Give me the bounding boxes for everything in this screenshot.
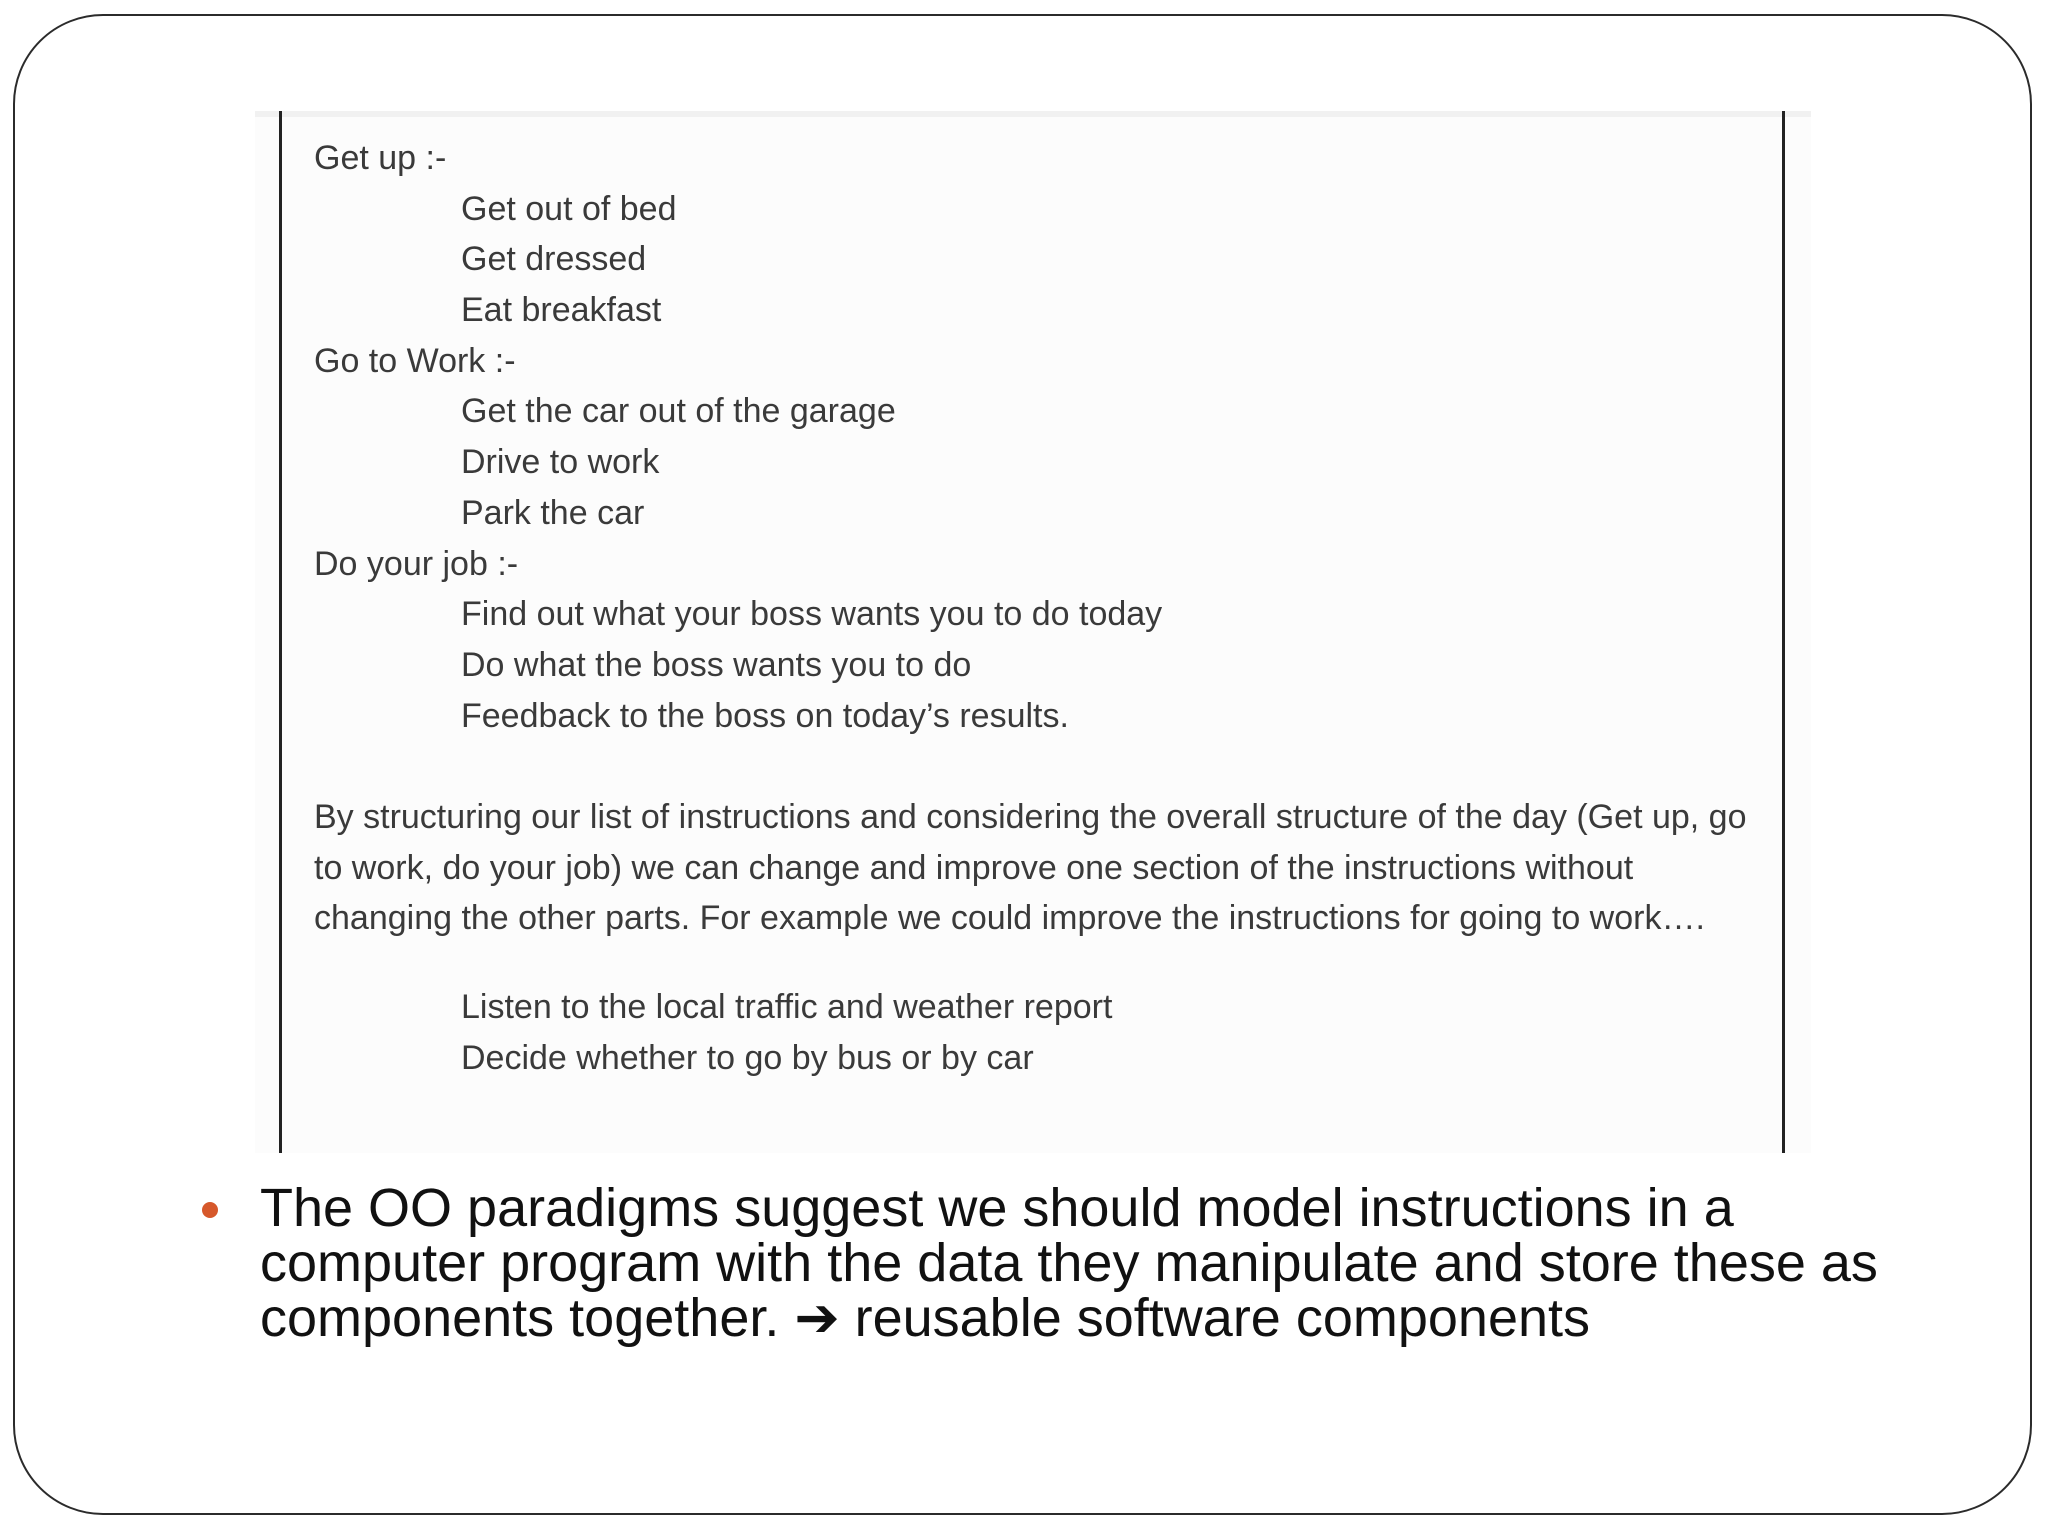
bullet-text: The OO paradigms suggest we should model instructions in a computer program with the data they manipulate and store these as components together. ➔ reusable software components bbox=[260, 1178, 1878, 1348]
instructions-screenshot bbox=[255, 111, 1811, 1153]
bullet-dot-icon bbox=[202, 1202, 218, 1218]
slide-frame bbox=[13, 14, 2032, 1515]
instruction-line: Get the car out of the garage bbox=[461, 392, 896, 431]
panel-top-line bbox=[255, 111, 1811, 117]
panel-right-border bbox=[1782, 111, 1785, 1153]
spacer bbox=[314, 741, 1754, 792]
section-heading-do-your-job: Do your job :- bbox=[314, 544, 519, 583]
instruction-line: Get dressed bbox=[461, 240, 647, 279]
explanation-paragraph: By structuring our list of instructions and considering the overall structure of the day (Get up, go to work, do your job) we can change and improve one section of the instructions without changing the other parts. For example we could improve the instructions for going to work…. bbox=[314, 797, 1747, 938]
section-heading-get-up: Get up :- bbox=[314, 139, 447, 177]
instruction-line: Find out what your boss wants you to do today bbox=[461, 595, 1163, 634]
section-heading-go-to-work: Go to Work :- bbox=[314, 341, 516, 380]
instruction-line: Feedback to the boss on today’s results. bbox=[461, 696, 1069, 735]
instruction-line: Get out of bed bbox=[461, 189, 677, 228]
instructions-text bbox=[314, 133, 1754, 1083]
instruction-line: Eat breakfast bbox=[461, 291, 662, 330]
instruction-line: Drive to work bbox=[461, 443, 660, 482]
panel-left-border bbox=[279, 111, 282, 1153]
instruction-line: Park the car bbox=[461, 493, 645, 532]
spacer bbox=[314, 944, 1754, 982]
instruction-line: Decide whether to go by bus or by car bbox=[461, 1038, 1034, 1077]
instruction-line: Listen to the local traffic and weather report bbox=[461, 988, 1113, 1027]
instruction-line: Do what the boss wants you to do bbox=[461, 645, 972, 684]
